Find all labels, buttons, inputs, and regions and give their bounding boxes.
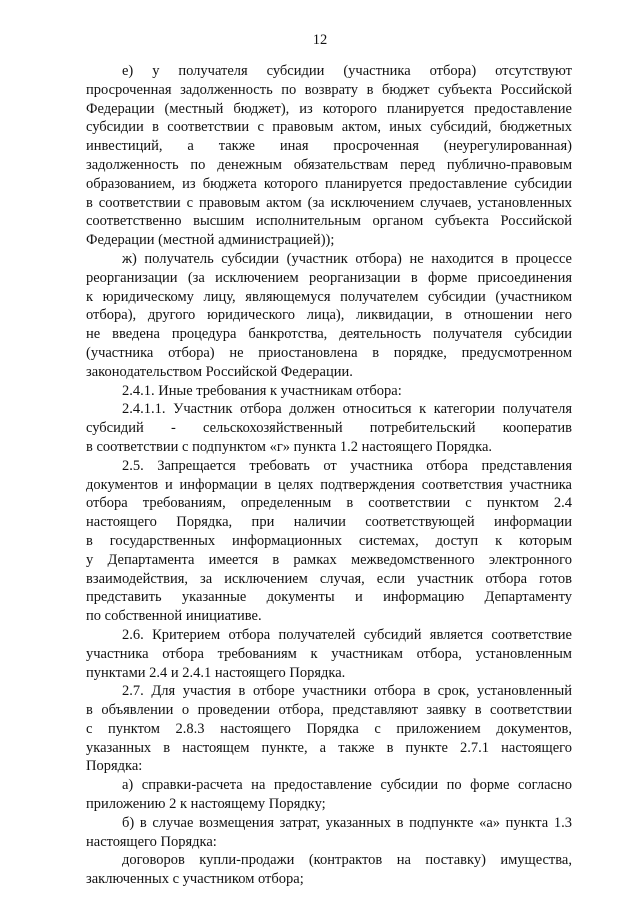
text-line: 2.4.1. Иные требования к участникам отбора:	[122, 382, 402, 399]
text-line: субсидий - сельскохозяйственный потребительский кооператив	[86, 420, 572, 437]
text-line: к юридическому лицу, являющемуся получателем субсидии (участником	[86, 288, 572, 305]
text-line: представить указанные документы и информацию Департаменту	[86, 589, 572, 606]
text-line: участника отбора требованиям к участникам отбора, установленным	[86, 645, 572, 662]
paragraph-clause-2-4-1	[86, 382, 572, 401]
text-line: документов и информации в целях подтверждения соответствия участника	[86, 476, 572, 493]
text-line: законодательством Российской Федерации.	[86, 363, 353, 380]
text-line: б) в случае возмещения затрат, указанных в подпункте «а» пункта 1.3	[122, 814, 572, 831]
text-line: настоящего Порядка:	[86, 833, 217, 850]
text-line: в государственных информационных системах, доступ к которым	[86, 532, 572, 549]
text-line: не введена процедура банкротства, деятельность получателя субсидии	[86, 326, 572, 343]
text-line: просроченная задолженность по возврату в бюджет субъекта Российской	[86, 81, 572, 98]
paragraph-item-contracts	[86, 851, 572, 889]
paragraph-item-b	[86, 814, 572, 852]
text-line: е) у получателя субсидии (участника отбора) отсутствуют	[122, 63, 572, 79]
text-line: приложению 2 к настоящему Порядку;	[86, 796, 326, 813]
paragraph-clause-2-5	[86, 457, 572, 626]
text-line: задолженность по денежным обязательствам перед публично-правовым	[86, 156, 572, 173]
text-line: (участника отбора) не приостановлена в порядке, предусмотренном	[86, 344, 572, 361]
text-line: у Департамента имеется в рамках межведомственного электронного	[86, 551, 572, 568]
text-line: в объявлении о проведении отбора, представляют заявку в соответствии	[86, 702, 572, 719]
text-line: субсидии в соответствии с правовым актом, иных субсидий, бюджетных	[86, 119, 572, 136]
paragraph-clause-2-4-1-1	[86, 400, 572, 456]
text-line: отбора), другого юридического лица), ликвидации, в отношении него	[86, 307, 572, 324]
text-line: заключенных с участником отбора;	[86, 871, 304, 888]
paragraph-item-e	[86, 62, 572, 250]
text-line: с пунктом 2.8.3 настоящего Порядка с приложением документов,	[86, 720, 572, 737]
text-line: пунктами 2.4 и 2.4.1 настоящего Порядка.	[86, 664, 346, 681]
paragraph-clause-2-6	[86, 626, 572, 682]
text-line: в соответствии с правовым актом (за исключением случаев, установленных	[86, 194, 572, 211]
paragraph-item-zh	[86, 250, 572, 382]
text-line: договоров купли-продажи (контрактов на поставку) имущества,	[122, 852, 572, 869]
text-line: Федерации (местной администрацией));	[86, 232, 335, 249]
text-line: образованием, из бюджета которого планируется предоставление субсидии	[86, 175, 572, 192]
text-line: 2.5. Запрещается требовать от участника отбора представления	[122, 457, 572, 474]
text-line: инвестиций, а также иная просроченная (неурегулированная)	[86, 138, 572, 155]
paragraph-item-a	[86, 776, 572, 814]
text-line: в соответствии с подпунктом «г» пункта 1.2 настоящего Порядка.	[86, 438, 493, 455]
text-line: по собственной инициативе.	[86, 608, 262, 625]
text-line: ж) получатель субсидии (участник отбора) не находится в процессе	[122, 250, 572, 267]
text-line: взаимодействия, за исключением случая, если участник отбора готов	[86, 570, 572, 587]
text-line: реорганизации (за исключением реорганизации в форме присоединения	[86, 269, 572, 286]
text-line: Федерации (местный бюджет), из которого планируется предоставление	[86, 100, 572, 117]
text-line: отбора требованиям, определенным в соответствии с пунктом 2.4	[86, 495, 572, 512]
text-line: 2.6. Критерием отбора получателей субсидий является соответствие	[122, 626, 572, 643]
text-line: указанных в настоящем пункте, а также в пункте 2.7.1 настоящего	[86, 739, 572, 756]
paragraph-clause-2-7	[86, 682, 572, 776]
text-line: 2.7. Для участия в отборе участники отбора в срок, установленный	[122, 683, 572, 700]
text-line: Порядка:	[86, 758, 143, 775]
text-line: настоящего Порядка, при наличии соответствующей информации	[86, 514, 572, 531]
page-number: 12	[312, 32, 328, 48]
text-line: а) справки-расчета на предоставление субсидии по форме согласно	[122, 777, 572, 794]
text-line: соответственно высшим исполнительным органом субъекта Российской	[86, 213, 572, 230]
text-line: 2.4.1.1. Участник отбора должен относиться к категории получателя	[122, 401, 572, 418]
document-body	[86, 62, 572, 889]
